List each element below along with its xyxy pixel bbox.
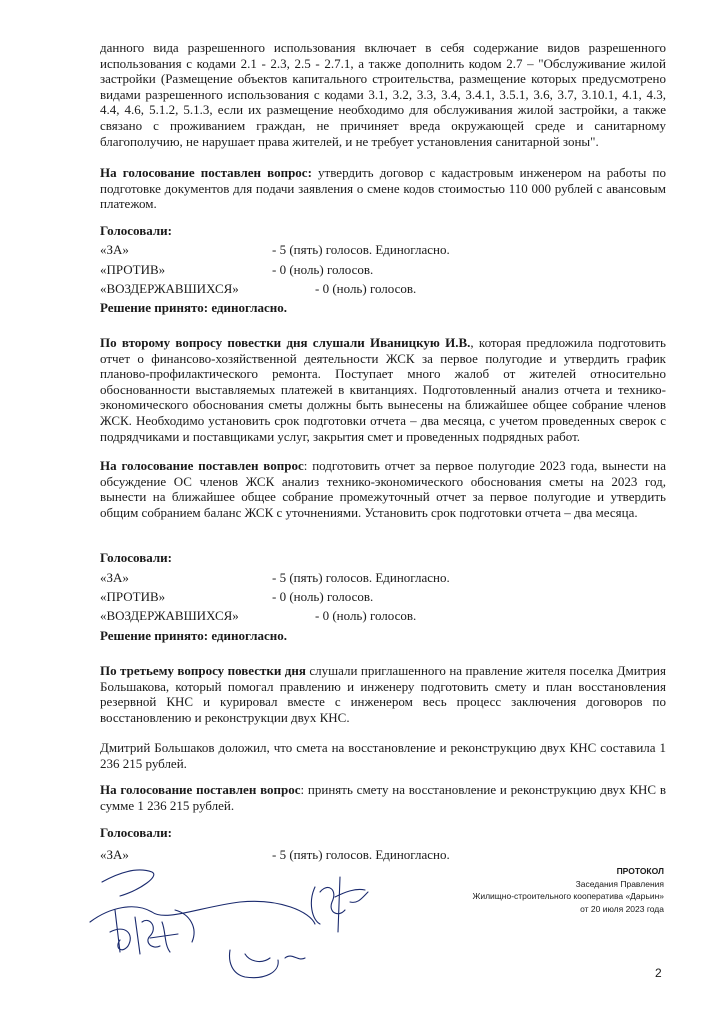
q2-heading: По второму вопросу повестки дня слушали Иваницкую И.В. (100, 335, 471, 350)
handwritten-signatures (80, 862, 380, 992)
vote1-za-value: - 5 (пять) голосов. Единогласно. (272, 242, 450, 257)
q3-question-paragraph (100, 782, 666, 813)
vote2-za-label: «ЗА» (100, 570, 129, 585)
vote3-voted-label: Голосовали: (100, 825, 172, 840)
vote1-protiv-value: - 0 (ноль) голосов. (272, 262, 374, 277)
vote2-abstain-value: - 0 (ноль) голосов. (315, 608, 417, 623)
q3-question-text: : принять смету на восстановление и реконструкцию двух КНС в сумме 1 236 215 рублей. (100, 782, 666, 813)
q3-question-label: На голосование поставлен вопрос (100, 782, 301, 797)
vote1-za-label: «ЗА» (100, 242, 129, 257)
vote2-decision: Решение принято: единогласно. (100, 628, 288, 643)
vote1-abstain-label: «ВОЗДЕРЖАВШИХСЯ» (100, 281, 239, 296)
q2-text: , которая предложила подготовить отчет о финансово-хозяйственной деятельности ЖСК за первое полугодие и утвердить график планово-профилактического ремонта. Поступает много жалоб от жителей относительно обоснованности выставляемых платежей в квитанциях. Подготовленный анализ отчета и технико-экономического обоснования сметы должны быть вынесены на ближайшее общее собрание членов ЖСК. Необходимо установить срок подготовки отчета – два месяца, с учетом проведенных сверок с подрядчиками и поставщиками услуг, закрытия смет и проведенных подрядных работ. (100, 335, 666, 444)
footer-line1: Заседания Правления (575, 878, 664, 889)
protocol-footer (472, 865, 664, 915)
page-number: 2 (655, 966, 662, 980)
vote2-za-value: - 5 (пять) голосов. Единогласно. (272, 570, 450, 585)
vote2-protiv-value: - 0 (ноль) голосов. (272, 589, 374, 604)
vote1-voted-label: Голосовали: (100, 223, 172, 238)
q3-paragraph (100, 663, 666, 725)
footer-title: ПРОТОКОЛ (616, 866, 664, 876)
q2-question-text: : подготовить отчет за первое полугодие 2023 года, вынести на обсуждение ОС членов ЖСК анализ технико-экономического обоснования сметы на 2023 год, вынести на ближайшее общее собрание промежуточный отчет за первое полугодие и утвердить общим собранием баланс ЖСК с уточнениями. Установить срок подготовки отчета – два месяца. (100, 458, 666, 520)
q2-question-label: На голосование поставлен вопрос (100, 458, 304, 473)
vote1-question-label: На голосование поставлен вопрос: (100, 165, 312, 180)
vote1-protiv-label: «ПРОТИВ» (100, 262, 166, 277)
q2-question-paragraph (100, 458, 666, 520)
q3-heading: По третьему вопросу повестки дня (100, 663, 306, 678)
vote3-za-value: - 5 (пять) голосов. Единогласно. (272, 847, 450, 862)
vote2-voted-label: Голосовали: (100, 550, 172, 565)
footer-line2: Жилищно-строительного кооператива «Дарьин» (472, 891, 664, 901)
vote1-abstain-value: - 0 (ноль) голосов. (315, 281, 417, 296)
q3-text: слушали приглашенного на правление жителя поселка Дмитрия Большакова, который помогал правлению и инженеру подготовить смету и план восстановления резервной КНС и курировал вместе с инженером весь процесс заключения договоров по восстановлению и реконструкции двух КНС. (100, 663, 666, 725)
vote2-abstain-label: «ВОЗДЕРЖАВШИХСЯ» (100, 608, 239, 623)
footer-line3: от 20 июля 2023 года (580, 903, 664, 914)
intro-paragraph: данного вида разрешенного использования включает в себя содержание видов разрешенного использования с кодами 2.1 - 2.3, 2.5 - 2.7.1, а также дополнить кодом 2.7 – "Обслуживание жилой застройки (Размещение объектов капитального строительства, размещение которых предусмотрено видами разрешенного использования с кодами 3.1, 3.2, 3.3, 3.4, 3.4.1, 3.5.1, 3.6, 3.7, 3.10.1, 4.1, 4.3, 4.4, 4.6, 5.1.2, 5.1.3, если их размещение необходимо для обслуживания жилой застройки, а также связано с проживанием граждан, не причиняет вреда окружающей среде и санитарному благополучию, не нарушает права жителей, и не требует установления санитарной зоны". (100, 40, 666, 149)
vote1-decision: Решение принято: единогласно. (100, 300, 288, 315)
vote3-za-label: «ЗА» (100, 847, 129, 862)
q2-paragraph (100, 335, 666, 444)
q3-report: Дмитрий Большаков доложил, что смета на восстановление и реконструкцию двух КНС составила 1 236 215 рублей. (100, 740, 666, 771)
vote2-protiv-label: «ПРОТИВ» (100, 589, 166, 604)
vote1-question-text: утвердить договор с кадастровым инженером на работы по подготовке документов для подачи заявления о смене кодов стоимостью 110 000 рублей с авансовым платежом. (100, 165, 666, 212)
vote1-question-paragraph (100, 165, 666, 212)
